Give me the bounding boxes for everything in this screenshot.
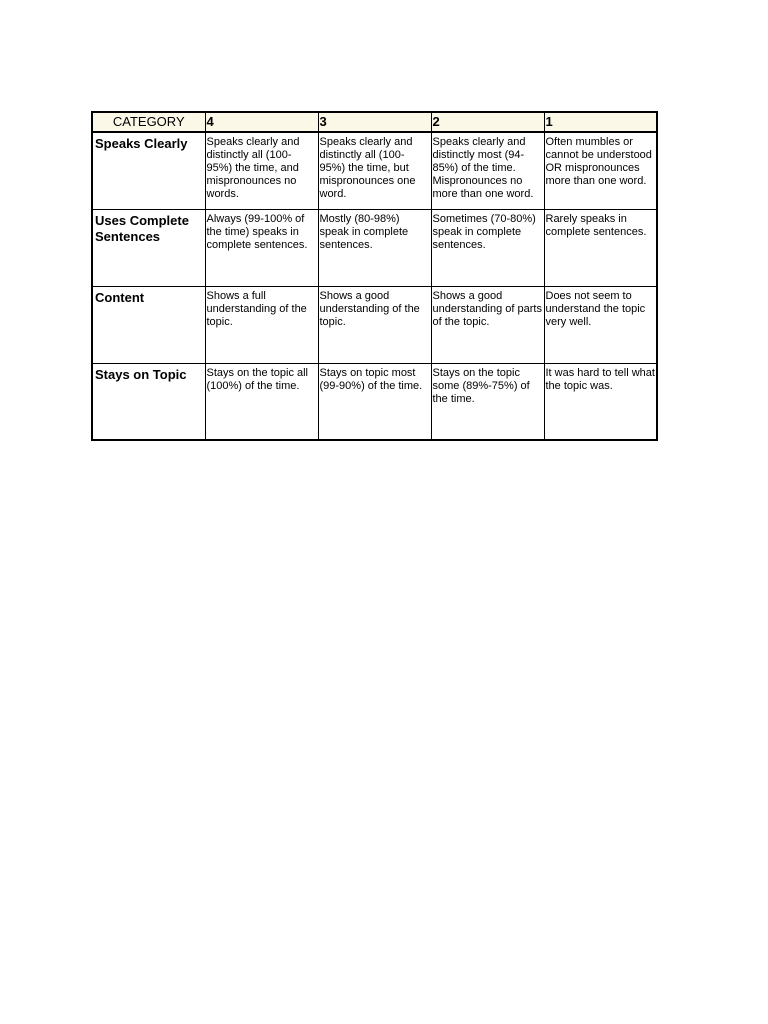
table-cell: Sometimes (70-80%) speak in complete sentences. — [431, 209, 544, 286]
header-score-4: 4 — [205, 112, 318, 132]
table-cell: Mostly (80-98%) speak in complete sentences. — [318, 209, 431, 286]
header-category: CATEGORY — [92, 112, 205, 132]
row-category: Content — [92, 286, 205, 363]
table-row — [92, 286, 657, 363]
table-cell: Stays on the topic all (100%) of the time. — [205, 363, 318, 440]
table-cell: Always (99-100% of the time) speaks in complete sentences. — [205, 209, 318, 286]
table-cell: Often mumbles or cannot be understood OR mispronounces more than one word. — [544, 132, 657, 209]
table-cell: Speaks clearly and distinctly all (100-95%) the time, but mispronounces one word. — [318, 132, 431, 209]
row-category: Uses Complete Sentences — [92, 209, 205, 286]
table-cell: Speaks clearly and distinctly most (94-85%) of the time. Mispronounces no more than one word. — [431, 132, 544, 209]
table-row — [92, 132, 657, 209]
header-score-2: 2 — [431, 112, 544, 132]
table-row — [92, 209, 657, 286]
row-category: Stays on Topic — [92, 363, 205, 440]
table-cell: Rarely speaks in complete sentences. — [544, 209, 657, 286]
table-cell: Does not seem to understand the topic very well. — [544, 286, 657, 363]
table-cell: Shows a good understanding of parts of the topic. — [431, 286, 544, 363]
header-score-3: 3 — [318, 112, 431, 132]
table-cell: Shows a good understanding of the topic. — [318, 286, 431, 363]
header-row — [92, 112, 657, 132]
table-cell: Stays on topic most (99-90%) of the time. — [318, 363, 431, 440]
table-row — [92, 363, 657, 440]
row-category: Speaks Clearly — [92, 132, 205, 209]
rubric-table — [91, 111, 658, 441]
table-cell: Stays on the topic some (89%-75%) of the time. — [431, 363, 544, 440]
table-cell: Shows a full understanding of the topic. — [205, 286, 318, 363]
table-cell: Speaks clearly and distinctly all (100-95%) the time, and mispronounces no words. — [205, 132, 318, 209]
table-cell: It was hard to tell what the topic was. — [544, 363, 657, 440]
header-score-1: 1 — [544, 112, 657, 132]
